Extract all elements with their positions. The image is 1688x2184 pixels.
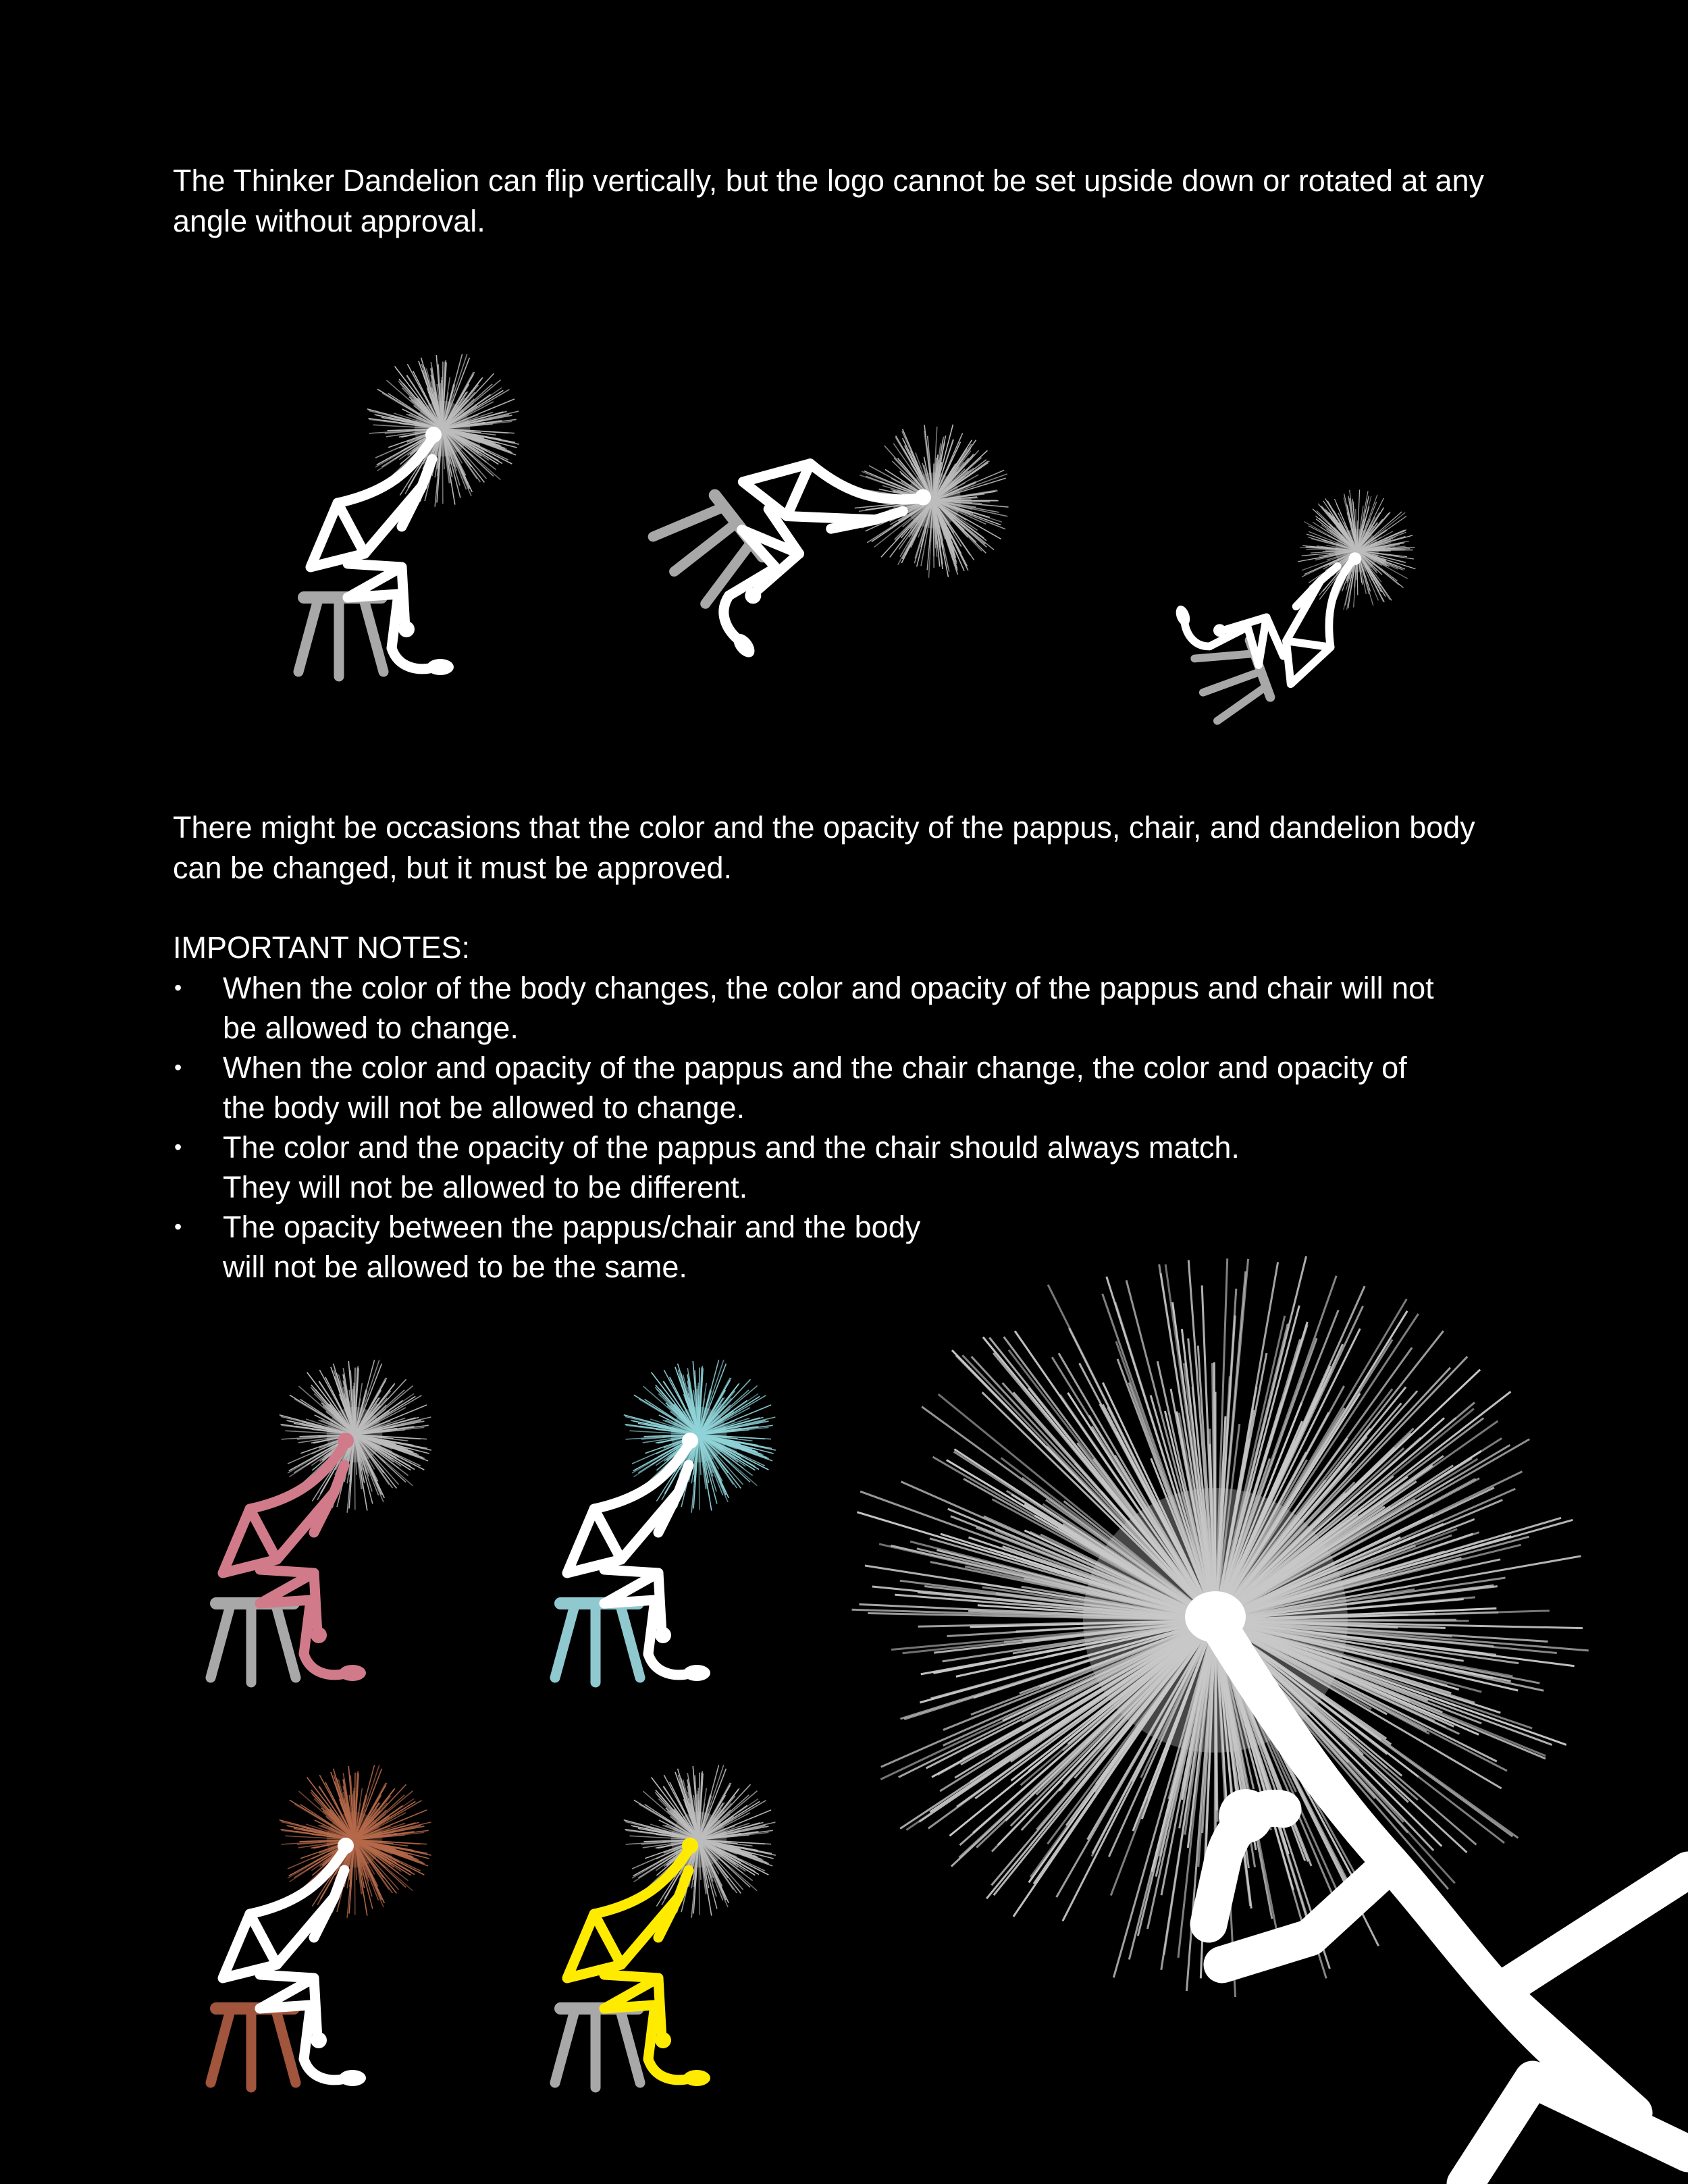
note-line: • The opacity between the pappus/chair and the body	[223, 1210, 921, 1244]
note-item	[173, 968, 1523, 1048]
large-dandelion-detail-figure	[905, 1276, 1688, 2184]
occasions-paragraph: There might be occasions that the color and the opacity of the pappus, chair, and dandelion body can be changed, but it must be approved.	[173, 810, 1475, 885]
note-line: • When the color of the body changes, the color and opacity of the pappus and chair will not	[223, 971, 1434, 1005]
dandelion-body-icon	[223, 1433, 366, 1681]
dandelion-body-icon	[223, 1838, 366, 2086]
chair-icon	[211, 2008, 296, 2087]
note-line: will not be allowed to be the same.	[223, 1250, 687, 1284]
pink-body-variant-figure	[196, 1370, 452, 1695]
note-line: the body will not be allowed to change.	[223, 1090, 745, 1125]
important-notes-list	[173, 968, 1523, 1287]
note-item	[173, 1207, 1523, 1287]
thinker-dandelion-upright-figure	[284, 365, 540, 689]
notes-heading: IMPORTANT NOTES:	[173, 930, 471, 965]
teal-pappus-chair-variant-figure	[540, 1370, 797, 1695]
chair-icon	[211, 1603, 296, 1682]
dandelion-body-icon	[658, 396, 942, 662]
note-line: • When the color and opacity of the pappus and the chair change, the color and opacity of	[223, 1050, 1407, 1085]
brown-pappus-chair-variant-figure	[196, 1776, 452, 2100]
thinker-dandelion-rotated-figure	[668, 395, 1006, 678]
pappus-icon	[825, 395, 1039, 609]
note-item	[173, 1127, 1523, 1207]
note-item	[173, 1048, 1523, 1127]
chair-icon	[555, 1603, 640, 1682]
thinker-dandelion-upside-down-figure	[1141, 405, 1458, 648]
yellow-body-variant-figure	[540, 1776, 797, 2100]
chair-icon	[298, 597, 384, 676]
note-line: • The color and the opacity of the pappus and the chair should always match.	[223, 1130, 1240, 1165]
note-line: be allowed to change.	[223, 1011, 519, 1045]
dandelion-body-icon	[567, 1433, 710, 1681]
dandelion-body-icon	[567, 1838, 710, 2086]
dandelion-body-icon	[311, 427, 454, 675]
intro-paragraph: The Thinker Dandelion can flip vertically, but the logo cannot be set upside down or rotated at any angle without approval.	[173, 163, 1485, 238]
note-line: They will not be allowed to be different.	[223, 1170, 748, 1204]
chair-icon	[555, 2008, 640, 2087]
